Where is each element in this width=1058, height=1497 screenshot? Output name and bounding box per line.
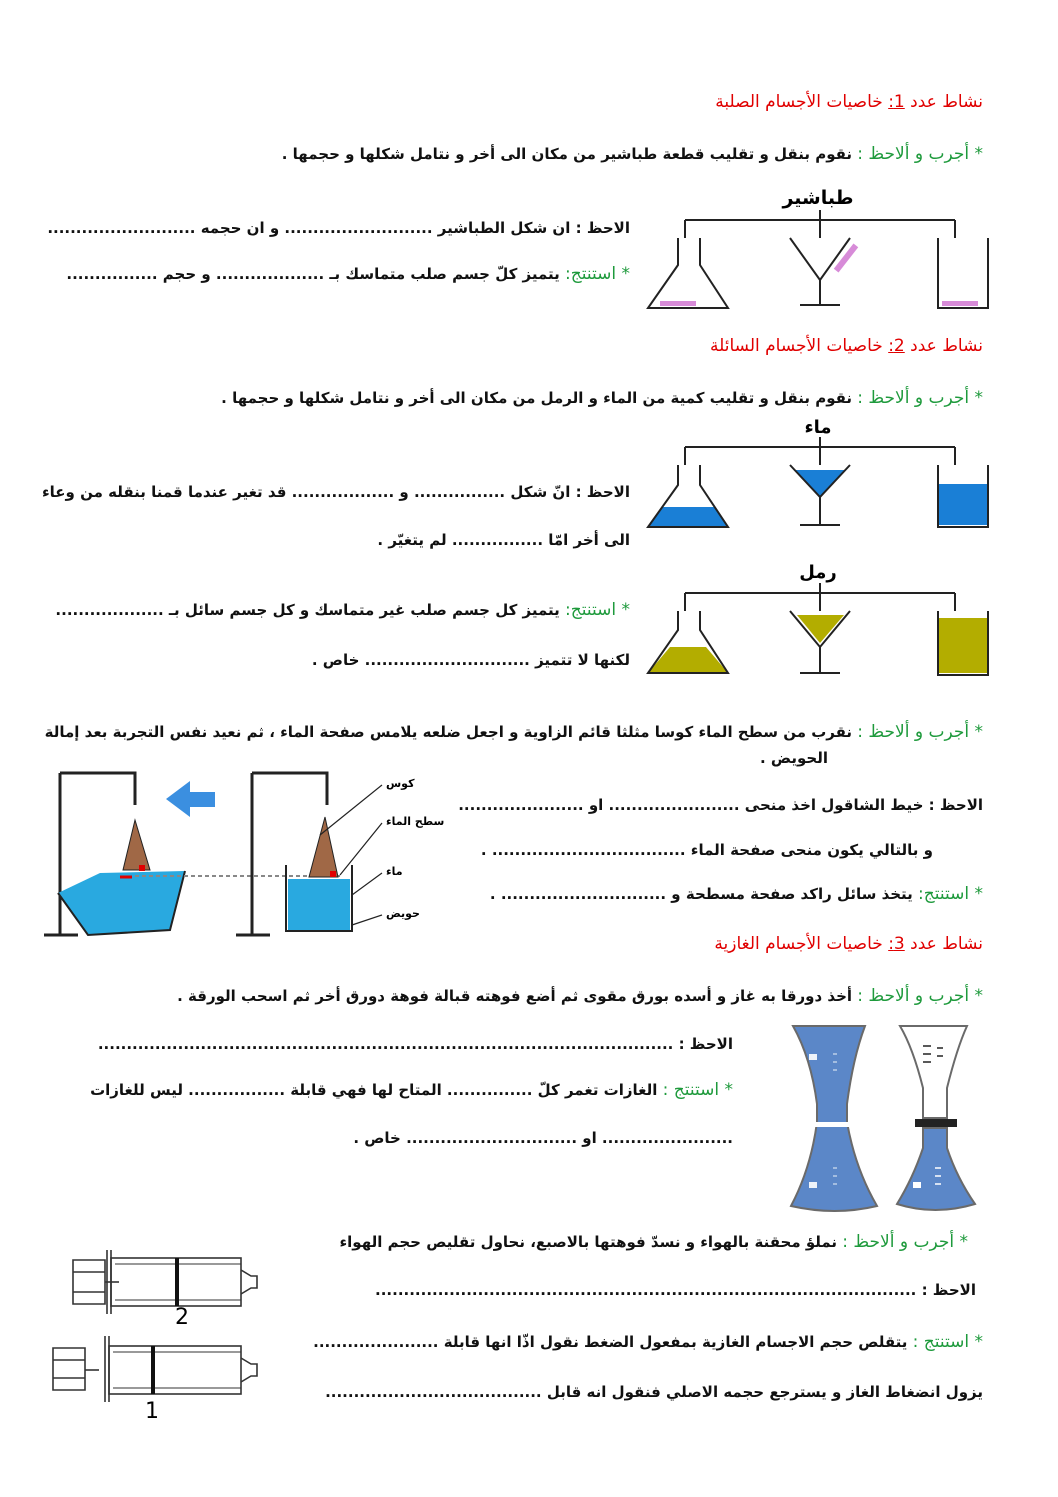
activity1-try xyxy=(282,144,983,164)
activity3-conclusion-b xyxy=(313,1332,983,1352)
chalk-piece-1 xyxy=(660,301,696,306)
conclusion-text: يتخذ سائل راكد صفحة مسطحة و ............................. . xyxy=(489,885,919,903)
activity2b-observation-1: الاحظ : خيط الشاقول اخذ منحى ....................... او ...................... xyxy=(458,796,983,814)
activity1-conclusion xyxy=(66,264,630,284)
activity3-try-2 xyxy=(339,1232,968,1252)
activity1-observation: الاحظ : ان شكل الطباشير .......................... و ان حجمه .......................... xyxy=(47,219,630,237)
activity3-conclusion-2: ....................... او .............................. خاص . xyxy=(353,1129,733,1147)
conclusion-text: الغازات تغمر كلّ ............... المتاح لها فهي قابلة ................. ليس للغازات xyxy=(90,1081,663,1099)
label-basin: حويض xyxy=(386,907,420,920)
activity2-conclusion-2: لكنها لا تتميز ............................. خاص . xyxy=(311,651,630,669)
conclusion-tag: * استنتج: xyxy=(565,600,630,620)
try-tag: * أجرب و ألاحظ : xyxy=(857,144,983,164)
heading-title: خاصيات الأجسام الصلبة xyxy=(715,92,889,112)
syringe-2 xyxy=(73,1250,257,1314)
chalk-label: طباشير xyxy=(782,187,854,209)
activity3-heading xyxy=(714,934,983,954)
chalk-figure xyxy=(640,180,1000,315)
water-funnel xyxy=(794,470,846,497)
heading-number: 3: xyxy=(888,934,905,954)
water-label: ماء xyxy=(804,417,832,438)
plumb-line-figure xyxy=(40,765,460,945)
label-water: ماء xyxy=(386,865,403,878)
level-basin-water xyxy=(288,879,350,931)
activity2-conclusion xyxy=(55,600,630,620)
activity2-try xyxy=(221,388,983,408)
set-square-right xyxy=(309,817,338,877)
try-text: نملؤ محقنة بالهواء و نسدّ فوهتها بالاصبع، نحاول تقليص حجم الهواء xyxy=(339,1233,843,1251)
flask-bottom-right xyxy=(897,1128,975,1210)
sand-flask xyxy=(648,647,728,673)
conclusion-tag: * استنتج : xyxy=(912,1332,983,1352)
water-beaker xyxy=(939,484,987,525)
conclusion-tag: * استنتج : xyxy=(662,1080,733,1100)
activity2-heading xyxy=(710,336,983,356)
activity2-observation-2: الى أخر امّا ................ لم يتغيّر . xyxy=(377,531,630,549)
heading-prefix: نشاط عدد xyxy=(904,336,983,356)
try-text: أخذ دورقا به غاز و أسده بورق مقوى ثم أضع فوهته قبالة فوهة دورق أخر ثم اسحب الورقة . xyxy=(177,987,858,1005)
heading-number: 2: xyxy=(888,336,905,356)
conclusion-text: يتقلص حجم الاجسام الغازية بمفعول الضغط نقول اذّا انها قابلة ...................... xyxy=(313,1333,913,1351)
try-text: نقوم بنقل و تقليب كمية من الماء و الرمل من مكان الى أخر و نتامل شكلها و حجمها . xyxy=(221,389,858,407)
label-set-square: كوس xyxy=(386,777,415,790)
heading-title: خاصيات الأجسام السائلة xyxy=(710,336,889,356)
activity2b-observation-2: و بالتالي يكون منحى صفحة الماء .................................. . xyxy=(480,841,933,859)
activity2b-try-2: الحويض . xyxy=(759,749,828,767)
conclusion-text: يتميز كل جسم صلب غير متماسك و كل جسم سائل بـ ................... xyxy=(55,601,566,619)
heading-prefix: نشاط عدد xyxy=(904,934,983,954)
water-sand-figure xyxy=(640,415,1000,685)
heading-number: 1: xyxy=(888,92,905,112)
try-text: نقرب من سطح الماء كوسا مثلثا قائم الزاوية و اجعل ضلعه يلامس صفحة الماء ، ثم نعيد نفس التجربة بعد إمالة xyxy=(44,723,858,741)
syringe-1-label: 1 xyxy=(145,1399,159,1424)
chalk-piece-2 xyxy=(834,244,858,273)
flask-top-right xyxy=(900,1026,967,1118)
sand-label: رمل xyxy=(799,562,837,583)
label-water-surface: سطح الماء xyxy=(386,815,445,828)
try-tag: * أجرب و ألاحظ : xyxy=(857,388,983,408)
activity3-conclusion-b-2: يزول انضغاط الغاز و يسترجع حجمه الاصلي فنقول انه قابل ...................................... xyxy=(325,1383,983,1401)
activity2b-try xyxy=(45,722,983,742)
gas-flasks-figure xyxy=(785,1018,980,1218)
activity2b-conclusion xyxy=(490,884,983,904)
conclusion-tag: * استنتج: xyxy=(918,884,983,904)
chalk-piece-3 xyxy=(942,301,978,306)
activity3-try xyxy=(177,986,983,1006)
set-square-left xyxy=(123,820,150,870)
activity1-heading xyxy=(715,92,983,112)
try-tag: * أجرب و ألاحظ : xyxy=(857,986,983,1006)
activity2-observation-1: الاحظ : انّ شكل ................ و .................. قد تغير عندما قمنا بنقله من وعاء xyxy=(42,483,630,501)
try-tag: * أجرب و ألاحظ : xyxy=(857,722,983,742)
tilt-arrow xyxy=(166,781,215,817)
syringe-2-label: 2 xyxy=(175,1305,189,1330)
heading-title: خاصيات الأجسام الغازية xyxy=(714,934,889,954)
syringes-figure xyxy=(45,1240,260,1425)
try-text: نقوم بنقل و تقليب قطعة طباشير من مكان الى أخر و نتامل شكلها و حجمها . xyxy=(281,145,858,163)
try-tag: * أجرب و ألاحظ : xyxy=(842,1232,968,1252)
activity3-observation: الاحظ : ..................................................................................................... xyxy=(97,1035,733,1053)
sand-beaker xyxy=(939,618,987,673)
activity3-conclusion xyxy=(90,1080,733,1100)
conclusion-text: يتميز كلّ جسم صلب متماسك بـ ................... و حجم ................ xyxy=(66,265,566,283)
tilted-basin-water xyxy=(58,871,185,935)
activity3-observation-2: الاحظ : ............................................................................................... xyxy=(375,1281,976,1299)
conclusion-tag: * استنتج: xyxy=(565,264,630,284)
heading-prefix: نشاط عدد xyxy=(904,92,983,112)
